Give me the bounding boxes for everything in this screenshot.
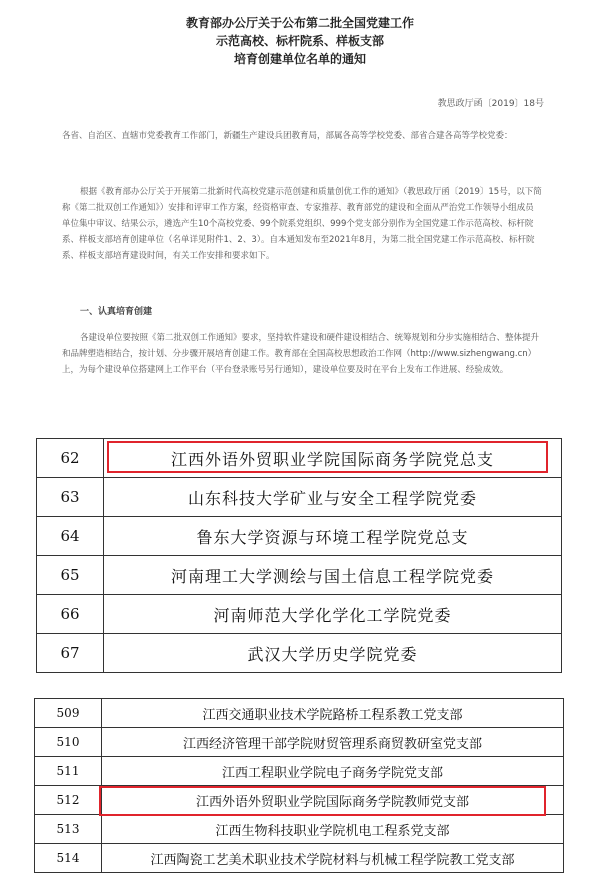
row-number: 513: [35, 815, 102, 844]
unit-name: 江西经济管理干部学院财贸管理系商贸教研室党支部: [102, 728, 564, 757]
unit-name: 鲁东大学资源与环境工程学院党总支: [104, 517, 562, 556]
row-number: 512: [35, 786, 102, 815]
row-number: 510: [35, 728, 102, 757]
unit-name: 江西工程职业学院电子商务学院党支部: [102, 757, 564, 786]
table-row: [37, 556, 562, 595]
row-number: 511: [35, 757, 102, 786]
table-row: [35, 757, 564, 786]
row-number: 65: [37, 556, 104, 595]
row-number: 63: [37, 478, 104, 517]
table-row: [37, 517, 562, 556]
unit-name: 武汉大学历史学院党委: [104, 634, 562, 673]
title-line-3: 培育创建单位名单的通知: [233, 52, 366, 66]
unit-name: 江西交通职业技术学院路桥工程系教工党支部: [102, 699, 564, 728]
document-number: 教思政厅函〔2019〕18号: [437, 99, 544, 109]
row-number: 514: [35, 844, 102, 873]
table-row: [37, 478, 562, 517]
body-paragraph-2: 各建设单位要按照《第二批双创工作通知》要求，坚持软件建设和硬件建设相结合、统筹规划和分步实施相结合、整体提升和品牌塑造相结合，按计划、分步骤开展培育创建工作。教育部在全国高校思想政治工作网（http://www.sizhengwang.cn）上，为每个建设单位搭建网上工作平台（平台登录账号另行通知），建设单位要及时在平台上发布工作进展、经验成效。: [62, 333, 540, 375]
body-paragraph-1: 根据《教育部办公厅关于开展第二批新时代高校党建示范创建和质量创优工作的通知》（教思政厅函〔2019〕15号，以下简称《第二批双创工作通知》）安排和评审工作方案，经资格审查、专家推荐、教育部党的建设和全面从严治党工作领导小组成员单位集中审议、结果公示，遴选产生10个高校党委、99个院系党组织、999个党支部分别作为全国党建工作示范高校、标杆院系、样板支部培育创建单位（名单详见附件1、2、3）。自本通知发布至2021年8月，为第二批全国党建工作示范高校、标杆院系、样板支部培育建设时间，有关工作安排和要求如下。: [62, 187, 542, 261]
unit-name: 山东科技大学矿业与安全工程学院党委: [104, 478, 562, 517]
row-number: 66: [37, 595, 104, 634]
table-row: [35, 815, 564, 844]
table-row: [37, 595, 562, 634]
document-title: [0, 14, 600, 68]
title-line-2: 示范高校、标杆院系、样板支部: [215, 34, 384, 48]
unit-name: 河南理工大学测绘与国土信息工程学院党委: [104, 556, 562, 595]
unit-name: 河南师范大学化学化工学院党委: [104, 595, 562, 634]
unit-name: 江西生物科技职业学院机电工程系党支部: [102, 815, 564, 844]
highlight-box-row-512: [99, 786, 546, 816]
unit-name: 江西外语外贸职业学院国际商务学院党总支: [104, 439, 562, 478]
table-row: [35, 844, 564, 873]
unit-name: 江西外语外贸职业学院国际商务学院教师党支部: [102, 786, 564, 815]
recipients-paragraph: 各省、自治区、直辖市党委教育工作部门，新疆生产建设兵团教育局，部属各高等学校党委、部省合建各高等学校党委：: [62, 131, 513, 141]
section-heading-1: 一、认真培育创建: [80, 307, 153, 317]
row-number: 509: [35, 699, 102, 728]
branch-table-top: [36, 438, 562, 673]
row-number: 64: [37, 517, 104, 556]
row-number: 67: [37, 634, 104, 673]
table-row: [37, 634, 562, 673]
highlight-box-row-62: [107, 441, 548, 473]
table-row: [35, 728, 564, 757]
unit-name: 江西陶瓷工艺美术职业技术学院材料与机械工程学院教工党支部: [102, 844, 564, 873]
title-line-1: 教育部办公厅关于公布第二批全国党建工作: [185, 16, 414, 30]
row-number: 62: [37, 439, 104, 478]
table-row: [35, 699, 564, 728]
